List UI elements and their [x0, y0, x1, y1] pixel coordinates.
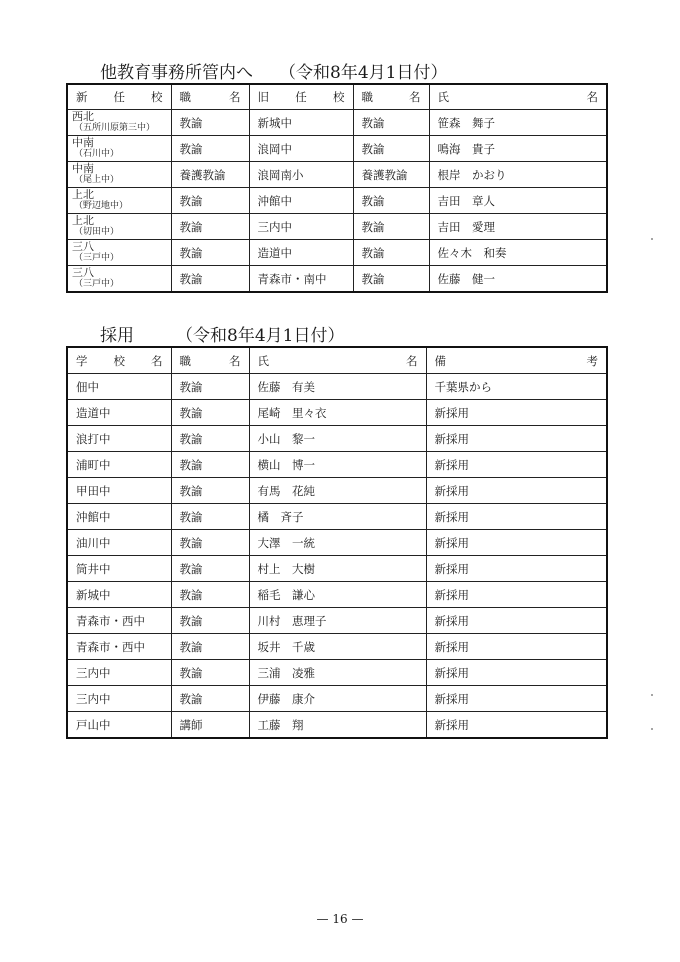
old-title-cell: 教諭 — [353, 136, 429, 162]
school-cell: 青森市・西中 — [67, 634, 171, 660]
hiring-table — [66, 346, 608, 739]
name-cell: 尾崎 里々衣 — [249, 400, 426, 426]
header-name-text: 氏 名 — [437, 90, 598, 104]
new-school-detail: （野辺地中） — [74, 201, 129, 211]
new-school-detail: （五所川原第三中） — [74, 123, 156, 133]
note-cell: 新採用 — [426, 634, 607, 660]
table-row — [67, 214, 607, 240]
note-cell: 新採用 — [426, 582, 607, 608]
school-cell: 甲田中 — [67, 478, 171, 504]
note-cell: 新採用 — [426, 556, 607, 582]
transfer-table-header — [67, 84, 607, 110]
scan-speck — [651, 238, 653, 240]
table-row — [67, 452, 607, 478]
title-cell: 教諭 — [171, 556, 249, 582]
header-title-text: 職 名 — [179, 353, 241, 368]
new-school-cell — [67, 162, 171, 188]
school-cell: 筒井中 — [67, 556, 171, 582]
name-cell: 横山 博一 — [249, 452, 426, 478]
new-title-cell: 教諭 — [171, 266, 249, 293]
note-cell: 新採用 — [426, 608, 607, 634]
header-hire-name-text: 氏 名 — [257, 353, 418, 368]
note-cell: 新採用 — [426, 504, 607, 530]
new-school-cell — [67, 214, 171, 240]
table-row — [67, 660, 607, 686]
header-title — [171, 347, 249, 374]
new-title-cell: 教諭 — [171, 188, 249, 214]
section1-heading — [100, 58, 447, 83]
new-school-detail: （切田中） — [74, 227, 120, 237]
title-cell: 教諭 — [171, 660, 249, 686]
table-row — [67, 478, 607, 504]
section2-date: （令和8年4月1日付） — [176, 326, 345, 346]
name-cell: 有馬 花純 — [249, 478, 426, 504]
table-row — [67, 686, 607, 712]
new-title-cell: 教諭 — [171, 240, 249, 266]
name-cell: 佐藤 有美 — [249, 374, 426, 400]
name-cell: 小山 黎一 — [249, 426, 426, 452]
header-school-text: 学 校 名 — [76, 353, 163, 368]
new-school-cell — [67, 240, 171, 266]
new-school-region: 三八 — [72, 240, 94, 253]
old-title-cell: 教諭 — [353, 266, 429, 293]
new-school-cell — [67, 266, 171, 293]
transfer-table — [66, 83, 608, 293]
header-old-title-text: 職 名 — [361, 90, 421, 104]
name-cell: 三浦 凌雅 — [249, 660, 426, 686]
title-cell: 教諭 — [171, 686, 249, 712]
school-cell: 油川中 — [67, 530, 171, 556]
old-title-cell: 教諭 — [353, 240, 429, 266]
note-cell: 新採用 — [426, 478, 607, 504]
title-cell: 教諭 — [171, 608, 249, 634]
new-school-region: 中南 — [72, 136, 94, 149]
table-row — [67, 712, 607, 739]
school-cell: 三内中 — [67, 686, 171, 712]
name-cell: 吉田 章人 — [429, 188, 607, 214]
school-cell: 戸山中 — [67, 712, 171, 739]
new-title-cell: 教諭 — [171, 214, 249, 240]
title-cell: 教諭 — [171, 582, 249, 608]
note-cell: 千葉県から — [426, 374, 607, 400]
page-number: — 16 — — [316, 912, 364, 926]
school-cell: 三内中 — [67, 660, 171, 686]
new-school-detail: （石川中） — [74, 149, 120, 159]
name-cell: 大澤 一統 — [249, 530, 426, 556]
table-row — [67, 530, 607, 556]
old-school-cell: 沖館中 — [249, 188, 353, 214]
new-school-cell — [67, 110, 171, 136]
old-school-cell: 三内中 — [249, 214, 353, 240]
header-new-school-text: 新 任 校 — [76, 90, 163, 104]
name-cell: 佐藤 健一 — [429, 266, 607, 293]
school-cell: 浪打中 — [67, 426, 171, 452]
old-school-cell: 新城中 — [249, 110, 353, 136]
table-row — [67, 634, 607, 660]
school-cell: 造道中 — [67, 400, 171, 426]
section2-title: 採用 — [100, 326, 134, 346]
name-cell: 橘 斉子 — [249, 504, 426, 530]
table-row — [67, 556, 607, 582]
old-title-cell: 教諭 — [353, 110, 429, 136]
new-school-detail: （三戸中） — [74, 279, 120, 289]
header-old-title — [353, 84, 429, 110]
new-school-detail: （尾上中） — [74, 175, 120, 185]
name-cell: 川村 恵理子 — [249, 608, 426, 634]
title-cell: 教諭 — [171, 452, 249, 478]
old-title-cell: 養護教諭 — [353, 162, 429, 188]
header-old-school-text: 旧 任 校 — [257, 90, 345, 104]
section1-date: （令和8年4月1日付） — [279, 63, 448, 83]
scan-speck — [651, 728, 653, 730]
old-school-cell: 浪岡中 — [249, 136, 353, 162]
name-cell: 伊藤 康介 — [249, 686, 426, 712]
hiring-table-header — [67, 347, 607, 374]
name-cell: 佐々木 和奏 — [429, 240, 607, 266]
note-cell: 新採用 — [426, 686, 607, 712]
title-cell: 教諭 — [171, 530, 249, 556]
table-row — [67, 504, 607, 530]
header-note-text: 備 考 — [434, 353, 598, 368]
name-cell: 笹森 舞子 — [429, 110, 607, 136]
title-cell: 教諭 — [171, 504, 249, 530]
table-row — [67, 188, 607, 214]
school-cell: 浦町中 — [67, 452, 171, 478]
new-title-cell: 教諭 — [171, 110, 249, 136]
new-school-region: 上北 — [72, 188, 94, 201]
name-cell: 稲毛 謙心 — [249, 582, 426, 608]
new-school-region: 三八 — [72, 266, 94, 279]
note-cell: 新採用 — [426, 426, 607, 452]
table-row — [67, 162, 607, 188]
school-cell: 青森市・西中 — [67, 608, 171, 634]
table-row — [67, 426, 607, 452]
title-cell: 教諭 — [171, 634, 249, 660]
note-cell: 新採用 — [426, 660, 607, 686]
name-cell: 坂井 千歳 — [249, 634, 426, 660]
header-school — [67, 347, 171, 374]
new-school-detail: （三戸中） — [74, 253, 120, 263]
old-title-cell: 教諭 — [353, 188, 429, 214]
school-cell: 新城中 — [67, 582, 171, 608]
school-cell: 佃中 — [67, 374, 171, 400]
table-row — [67, 608, 607, 634]
table-row — [67, 400, 607, 426]
old-school-cell: 浪岡南小 — [249, 162, 353, 188]
note-cell: 新採用 — [426, 400, 607, 426]
name-cell: 根岸 かおり — [429, 162, 607, 188]
table-row — [67, 582, 607, 608]
new-school-region: 中南 — [72, 162, 94, 175]
section2-heading — [100, 321, 344, 346]
note-cell: 新採用 — [426, 712, 607, 739]
new-school-region: 西北 — [72, 110, 94, 123]
title-cell: 教諭 — [171, 400, 249, 426]
new-school-cell — [67, 136, 171, 162]
header-note — [426, 347, 607, 374]
old-school-cell: 造道中 — [249, 240, 353, 266]
header-hire-name — [249, 347, 426, 374]
header-new-title-text: 職 名 — [179, 90, 241, 104]
old-title-cell: 教諭 — [353, 214, 429, 240]
header-new-title — [171, 84, 249, 110]
old-school-cell: 青森市・南中 — [249, 266, 353, 293]
name-cell: 村上 大樹 — [249, 556, 426, 582]
name-cell: 吉田 愛理 — [429, 214, 607, 240]
new-school-cell — [67, 188, 171, 214]
name-cell: 鳴海 貴子 — [429, 136, 607, 162]
header-old-school — [249, 84, 353, 110]
scan-speck — [651, 694, 653, 696]
title-cell: 講師 — [171, 712, 249, 739]
header-name — [429, 84, 607, 110]
new-title-cell: 養護教諭 — [171, 162, 249, 188]
new-title-cell: 教諭 — [171, 136, 249, 162]
table-row — [67, 374, 607, 400]
school-cell: 沖館中 — [67, 504, 171, 530]
name-cell: 工藤 翔 — [249, 712, 426, 739]
header-new-school — [67, 84, 171, 110]
table-row — [67, 266, 607, 293]
note-cell: 新採用 — [426, 530, 607, 556]
table-row — [67, 110, 607, 136]
table-row — [67, 136, 607, 162]
title-cell: 教諭 — [171, 478, 249, 504]
table-row — [67, 240, 607, 266]
note-cell: 新採用 — [426, 452, 607, 478]
title-cell: 教諭 — [171, 374, 249, 400]
title-cell: 教諭 — [171, 426, 249, 452]
section1-title: 他教育事務所管内へ — [100, 63, 253, 83]
new-school-region: 上北 — [72, 214, 94, 227]
